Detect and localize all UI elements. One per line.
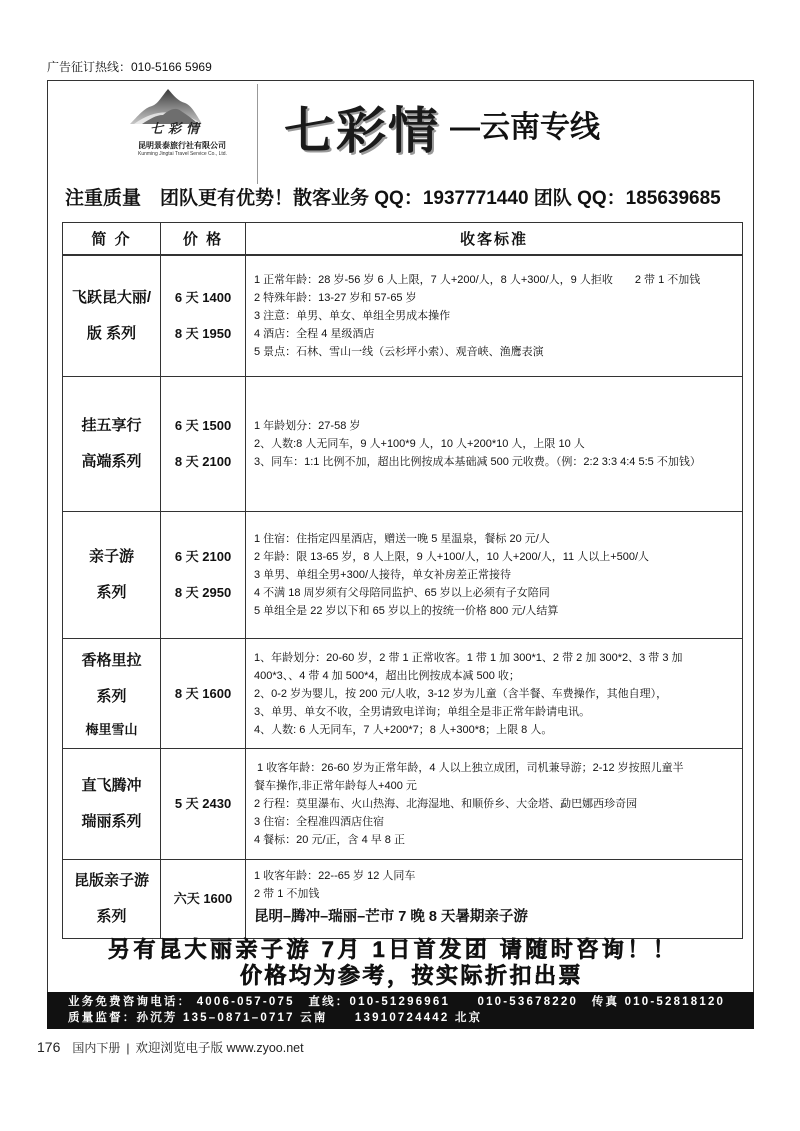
page-footer [37,1038,304,1058]
standards-list [254,867,741,931]
standard-line: 4、人数: 6 人无同车，7 人+200*7；8 人+300*8；上限 8 人。 [254,723,553,736]
standard-line: 3 单男、单组全男+300/人接待，单女补房差正常接待 [254,569,512,581]
standard-line: 3、同车：1:1 比例不加，超出比例按成本基础减 500 元收费。（例：2:2 3:3 4:4 5:5 不加钱） [254,456,701,468]
header-standard: 收客标准 [246,223,743,256]
table-row [63,512,743,639]
standard-line: 2 带 1 不加钱 [254,888,320,900]
standard-line: 2、人数:8 人无同车，9 人+100*9 人，10 人+200*10 人，上限 10 人 [254,438,585,450]
route-name-subline: 梅里雪山 [85,721,138,737]
standard-line: 1 收客年龄：26-60 岁为正常年龄，4 人以上独立成团，司机兼导游；2-12 岁按照儿童半 [254,762,684,774]
standard-line: 5 单组全是 22 岁以下和 65 岁以上的按统一价格 800 元/人结算 [254,605,559,617]
standard-line: 2 特殊年龄：13-27 岁和 57-65 岁 [254,292,417,304]
standard-line: 2 年龄：限 13-65 岁，8 人上限，9 人+100/人，10 人+200/人，11 人以上+500/人 [254,551,650,563]
standards-cell [246,255,743,377]
route-name-line: 瑞丽系列 [81,813,142,830]
price-line: 6 天 1500 [174,418,232,433]
standard-line: 4 酒店：全程 4 星级酒店 [254,328,375,340]
table-row [63,255,743,377]
logo-company-english: Kunming Jingtai Travel Service Co., Ltd. [138,151,227,157]
standards-list [254,417,741,471]
standard-line: 1 住宿：住指定四星酒店，赠送一晚 5 星温泉，餐标 20 元/人 [254,533,550,545]
standard-line: 4 不满 18 周岁须有父母陪同监护、65 岁以上必须有子女陪同 [254,587,550,599]
standards-list [254,649,741,739]
contact-phone-line: 业务免费咨询电话： 4006-057-075 直线：010-51296961 010-53678220 传真 010-52818120 [68,996,726,1008]
standards-list [254,271,741,361]
price-cell [161,512,246,639]
route-name-cell [63,512,161,639]
promo-line-2: 价格均为参考，按实际折扣出票 [240,963,584,988]
route-highlight-line: 昆明–腾冲–瑞丽–芒市 7 晚 8 天暑期亲子游 [254,909,528,925]
standard-line: 400*3、、4 带 4 加 500*4，超出比例按成本减 500 收； [254,669,520,682]
standard-line: 1、年龄划分：20-60 岁，2 带 1 正常收客。1 带 1 加 300*1、2 带 2 加 300*2、3 带 3 加 [254,651,683,664]
page-site-text: 欢迎浏览电子版 www.zyoo.net [135,1041,304,1055]
standard-line: 2 行程：莫里瀑布、火山热海、北海湿地、和顺侨乡、大金塔、勐巴娜西珍奇园 [254,798,638,810]
price-line: 6 天 2100 [174,549,232,564]
standard-line: 餐车操作,非正常年龄每人+400 元 [254,780,417,792]
route-name-line: 香格里拉 [81,651,142,669]
standards-list [254,759,741,849]
route-name-line: 系列 [96,908,127,925]
standards-list [254,530,741,620]
standard-line: 3、单男、单女不收，全男请致电详询；单组全是非正常年龄请电讯。 [254,705,591,718]
page-number: 176 [37,1039,61,1055]
quality-supervision-line: 质量监督：孙沉芳 135–0871–0717 云南 13910724442 北京 [68,1012,483,1024]
standard-line: 1 年龄划分：27-58 岁 [254,420,361,432]
logo-company-name: 昆明景泰旅行社有限公司 [138,141,226,150]
price-cell [161,377,246,512]
route-name-line: 昆版亲子游 [73,872,149,889]
table-row [63,860,743,939]
header-price: 价 格 [161,223,246,256]
price-line: 8 天 2100 [174,454,232,469]
standards-cell [246,639,743,749]
price-line: 8 天 1950 [174,326,232,341]
standard-line: 2、0-2 岁为婴儿，按 200 元/人收，3-12 岁为儿童（含半餐、车费操作，其他自理）， [254,687,668,700]
route-name-line: 系列 [96,584,127,601]
route-name-cell [63,860,161,939]
standard-line: 1 收客年龄：22--65 岁 12 人同车 [254,870,416,882]
price-cell [161,255,246,377]
promo-line-1: 另有昆大丽亲子游 7月 1日首发团 请随时咨询！！ [108,937,679,962]
price-line: 5 天 2430 [174,796,232,811]
standards-cell [246,512,743,639]
price-line: 8 天 1600 [174,685,232,701]
standards-cell [246,860,743,939]
route-name-line: 直飞腾冲 [81,777,142,794]
standard-line: 3 注意：单男、单女、单组全男成本操作 [254,310,451,322]
table-row [63,749,743,860]
page-separator: | [126,1041,130,1055]
contact-bar [47,992,754,1029]
route-name-line: 系列 [96,687,127,705]
page-section: 国内下册 [72,1041,121,1055]
route-name-cell [63,255,161,377]
standard-line: 4 餐标：20 元/正，含 4 早 8 正 [254,834,405,846]
route-name-cell [63,377,161,512]
ad-hotline: 广告征订热线：010-5166 5969 [47,60,212,74]
header-divider [257,84,258,184]
price-cell [161,639,246,749]
standard-line: 5 景点：石林、雪山一线（云杉坪小索）、观音峡、渔鹰表演 [254,346,544,358]
standards-cell [246,377,743,512]
table-header-row [63,223,743,256]
mountain-logo-icon [130,86,202,126]
rates-table [62,222,743,939]
header-intro: 简 介 [63,223,161,256]
route-name-line: 飞跃昆大丽/ [71,289,152,306]
price-cell [161,860,246,939]
route-name-line: 高端系列 [81,453,142,470]
standard-line: 1 正常年龄：28 岁-56 岁 6 人上限，7 人+200/人，8 人+300/人，9 人拒收 2 带 1 不加钱 [254,274,701,286]
brand-subtitle: —云南专线 [450,111,600,144]
standards-cell [246,749,743,860]
slogan-line: 注重质量 团队更有优势！散客业务 QQ：1937771440 团队 QQ：185639685 [65,188,721,209]
brand-title: 七彩情 [284,101,440,160]
price-line: 六天 1600 [173,891,233,906]
price-line: 6 天 1400 [174,290,232,305]
price-line: 8 天 2950 [174,585,232,600]
route-name-line: 版 系列 [86,325,137,342]
table-row [63,377,743,512]
price-cell [161,749,246,860]
standard-line: 3 住宿：全程准四酒店住宿 [254,816,385,828]
table-row [63,639,743,749]
route-name-cell [63,749,161,860]
logo-brand-text: 七彩情 [150,122,205,137]
route-name-cell [63,639,161,749]
route-name-line: 亲子游 [88,548,134,565]
route-name-line: 挂五享行 [81,417,142,434]
